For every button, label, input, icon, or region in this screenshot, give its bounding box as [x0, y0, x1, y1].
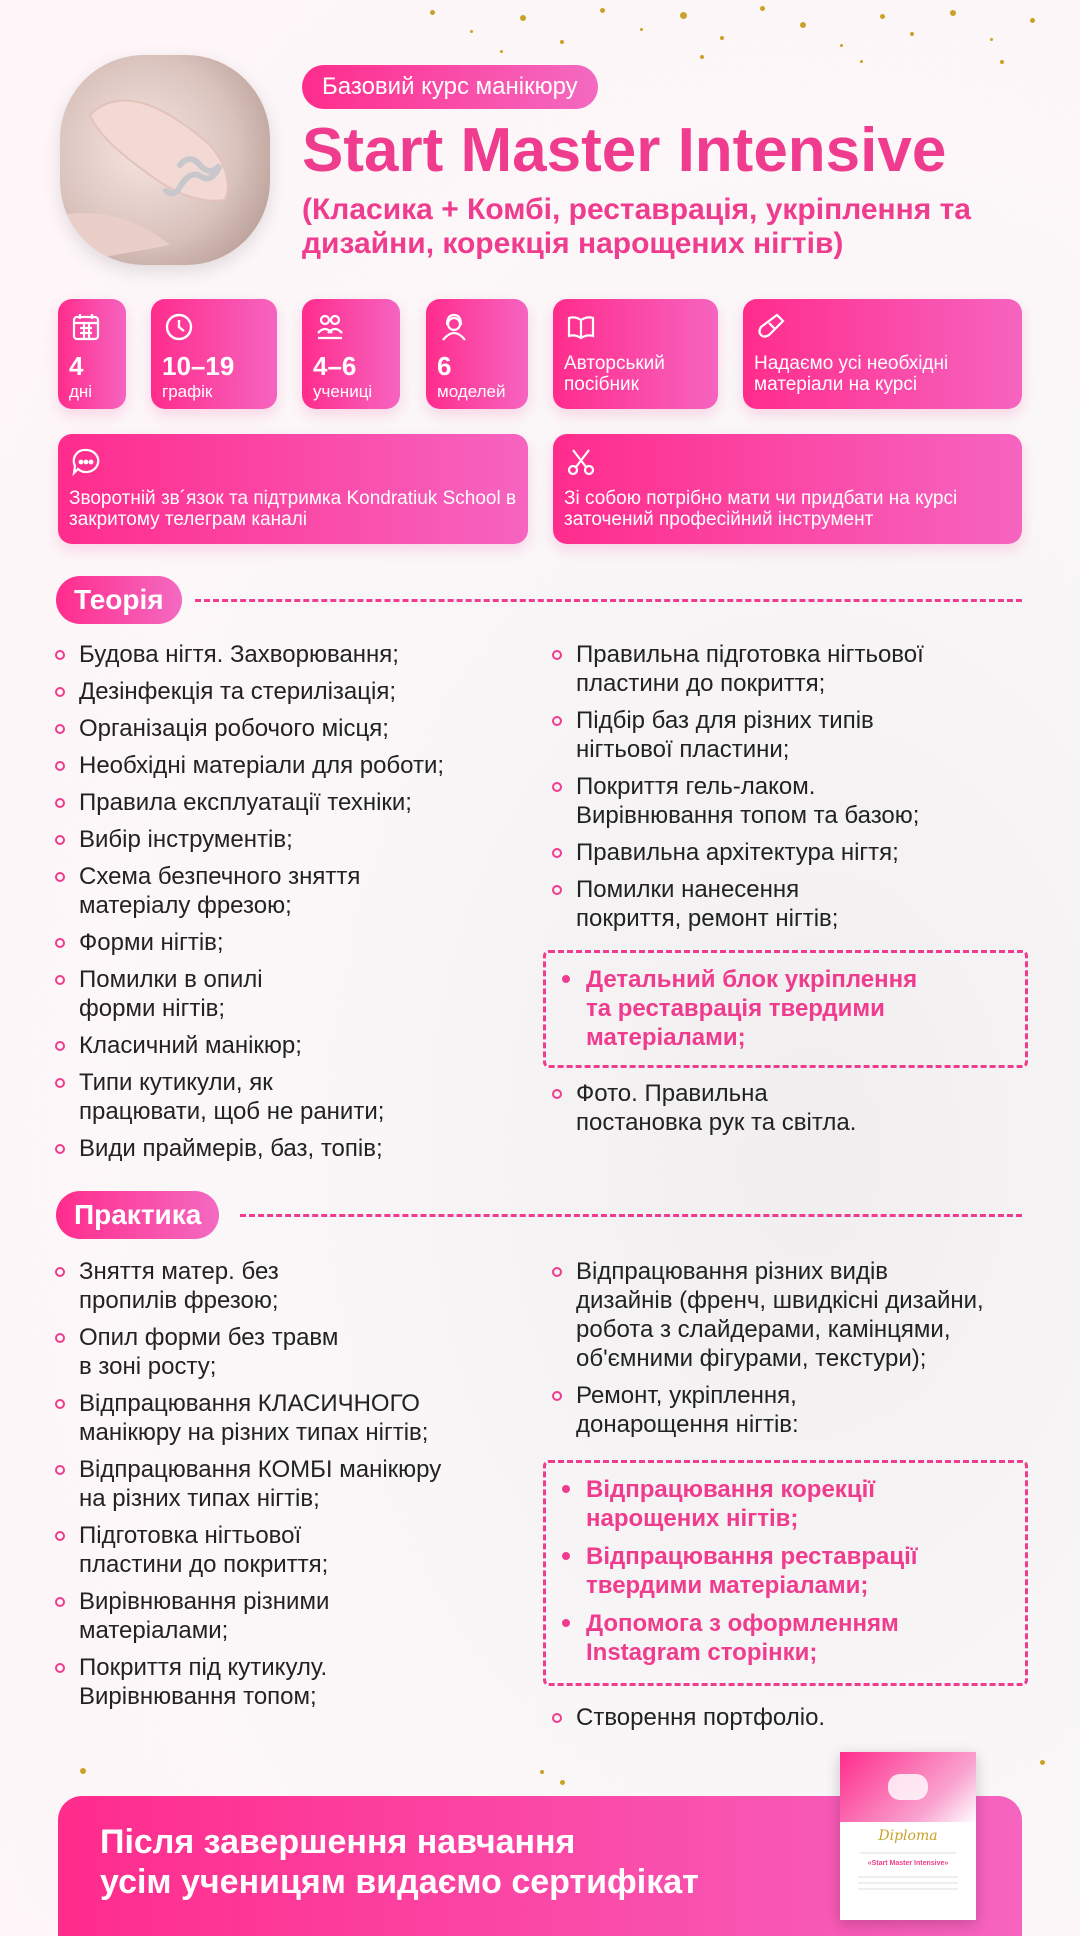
stat-label: моделей	[437, 382, 506, 401]
theory-highlight-list	[562, 965, 1012, 1061]
list-item: Схема безпечного зняття матеріалу фрезою;	[55, 862, 525, 920]
list-item: Підбір баз для різних типів нігтьової пластини;	[552, 706, 1022, 764]
list-item: Види праймерів, баз, топів;	[55, 1134, 525, 1163]
section-title-practice: Практика	[56, 1191, 219, 1239]
feature-card-tools	[553, 434, 1022, 544]
practice-highlight-list	[562, 1475, 1012, 1676]
theory-left-list	[55, 640, 525, 1171]
list-item: Створення портфоліо.	[552, 1703, 1022, 1732]
nail-photo	[60, 55, 270, 265]
practice-right-list	[552, 1257, 1072, 1447]
certificate-course: «Start Master Intensive»	[867, 1860, 949, 1867]
stat-value: 4	[69, 351, 84, 381]
list-item: Відпрацювання різних видів дизайнів (френч, швидкісні дизайни, робота з слайдерами, камінцями, об'ємними фігурами, текстури);	[552, 1257, 1072, 1373]
list-item: Відпрацювання КОМБІ манікюру на різних типах нігтів;	[55, 1455, 545, 1513]
list-item: Будова нігтя. Захворювання;	[55, 640, 525, 669]
list-item: Правильна архітектура нігтя;	[552, 838, 1022, 867]
stat-card-days	[58, 299, 126, 409]
highlight-item: Детальний блок укріплення та реставрація твердими матеріалами;	[562, 965, 1012, 1052]
chat-icon	[70, 446, 102, 478]
list-item: Фото. Правильна постановка рук та світла.	[552, 1079, 1022, 1137]
nail-file-icon	[755, 311, 787, 343]
course-subtitle: (Класика + Комбі, реставрація, укріплення та дизайни, корекція нарощених нігтів)	[302, 193, 971, 260]
list-item: Покриття під кутикулу. Вирівнювання топом;	[55, 1653, 545, 1711]
stat-label: графік	[162, 382, 213, 401]
list-item: Вибір інструментів;	[55, 825, 525, 854]
section-divider	[195, 599, 1022, 602]
certificate-image	[840, 1752, 976, 1920]
stat-card-models	[426, 299, 528, 409]
model-icon	[438, 311, 470, 343]
students-icon	[314, 311, 346, 343]
clock-icon	[163, 311, 195, 343]
stat-label: дні	[69, 382, 93, 401]
stat-value: 4–6	[313, 351, 357, 381]
feature-text: Авторський посібник	[564, 353, 665, 395]
feature-card-materials	[743, 299, 1022, 409]
scissors-icon	[565, 446, 597, 478]
list-item: Зняття матер. без пропилів фрезою;	[55, 1257, 545, 1315]
list-item: Типи кутикули, як працювати, щоб не ранити;	[55, 1068, 525, 1126]
course-badge: Базовий курс манікюру	[302, 65, 598, 109]
list-item: Правильна підготовка нігтьової пластини до покриття;	[552, 640, 1022, 698]
certificate-banner-text: Після завершення навчання усім ученицям видаємо сертифікат	[100, 1823, 699, 1901]
list-item: Дезінфекція та стерилізація;	[55, 677, 525, 706]
section-divider	[240, 1214, 1022, 1217]
list-item: Вирівнювання різними матеріалами;	[55, 1587, 545, 1645]
stat-value: 10–19	[162, 351, 235, 381]
list-item: Підготовка нігтьової пластини до покриття;	[55, 1521, 545, 1579]
highlight-item: Відпрацювання реставрації твердими матеріалами;	[562, 1542, 1012, 1600]
list-item: Помилки в опилі форми нігтів;	[55, 965, 525, 1023]
calendar-icon	[70, 311, 102, 343]
list-item: Покриття гель-лаком. Вирівнювання топом та базою;	[552, 772, 1022, 830]
stat-card-students	[302, 299, 400, 409]
certificate-title: Diploma	[878, 1828, 938, 1844]
course-title: Start Master Intensive	[302, 116, 947, 185]
stat-label: учениці	[313, 382, 373, 401]
practice-left-list	[55, 1257, 545, 1719]
list-item: Необхідні матеріали для роботи;	[55, 751, 525, 780]
list-item: Помилки нанесення покриття, ремонт нігтів;	[552, 875, 1022, 933]
stat-card-schedule	[151, 299, 277, 409]
list-item: Класичний манікюр;	[55, 1031, 525, 1060]
list-item: Правила експлуатації техніки;	[55, 788, 525, 817]
feature-text: Зворотній зв´язок та підтримка Kondratiuk School в закритому телеграм каналі	[69, 488, 517, 530]
highlight-item: Відпрацювання корекції нарощених нігтів;	[562, 1475, 1012, 1533]
feature-text: Зі собою потрібно мати чи придбати на курсі заточений професійний інструмент	[564, 488, 958, 530]
section-title-theory: Теорія	[56, 576, 182, 624]
highlight-item: Допомога з оформленням Instagram сторінки;	[562, 1609, 1012, 1667]
list-item: Ремонт, укріплення, донарощення нігтів:	[552, 1381, 1072, 1439]
list-item: Форми нігтів;	[55, 928, 525, 957]
practice-after-list	[552, 1703, 1022, 1740]
list-item: Опил форми без травм в зоні росту;	[55, 1323, 545, 1381]
feature-text: Надаємо усі необхідні матеріали на курсі	[754, 353, 949, 395]
stat-value: 6	[437, 351, 452, 381]
feature-card-support	[58, 434, 528, 544]
theory-after-list	[552, 1079, 1022, 1145]
book-icon	[565, 311, 597, 343]
feature-card-manual	[553, 299, 718, 409]
list-item: Організація робочого місця;	[55, 714, 525, 743]
list-item: Відпрацювання КЛАСИЧНОГО манікюру на різних типах нігтів;	[55, 1389, 545, 1447]
theory-right-list	[552, 640, 1022, 941]
